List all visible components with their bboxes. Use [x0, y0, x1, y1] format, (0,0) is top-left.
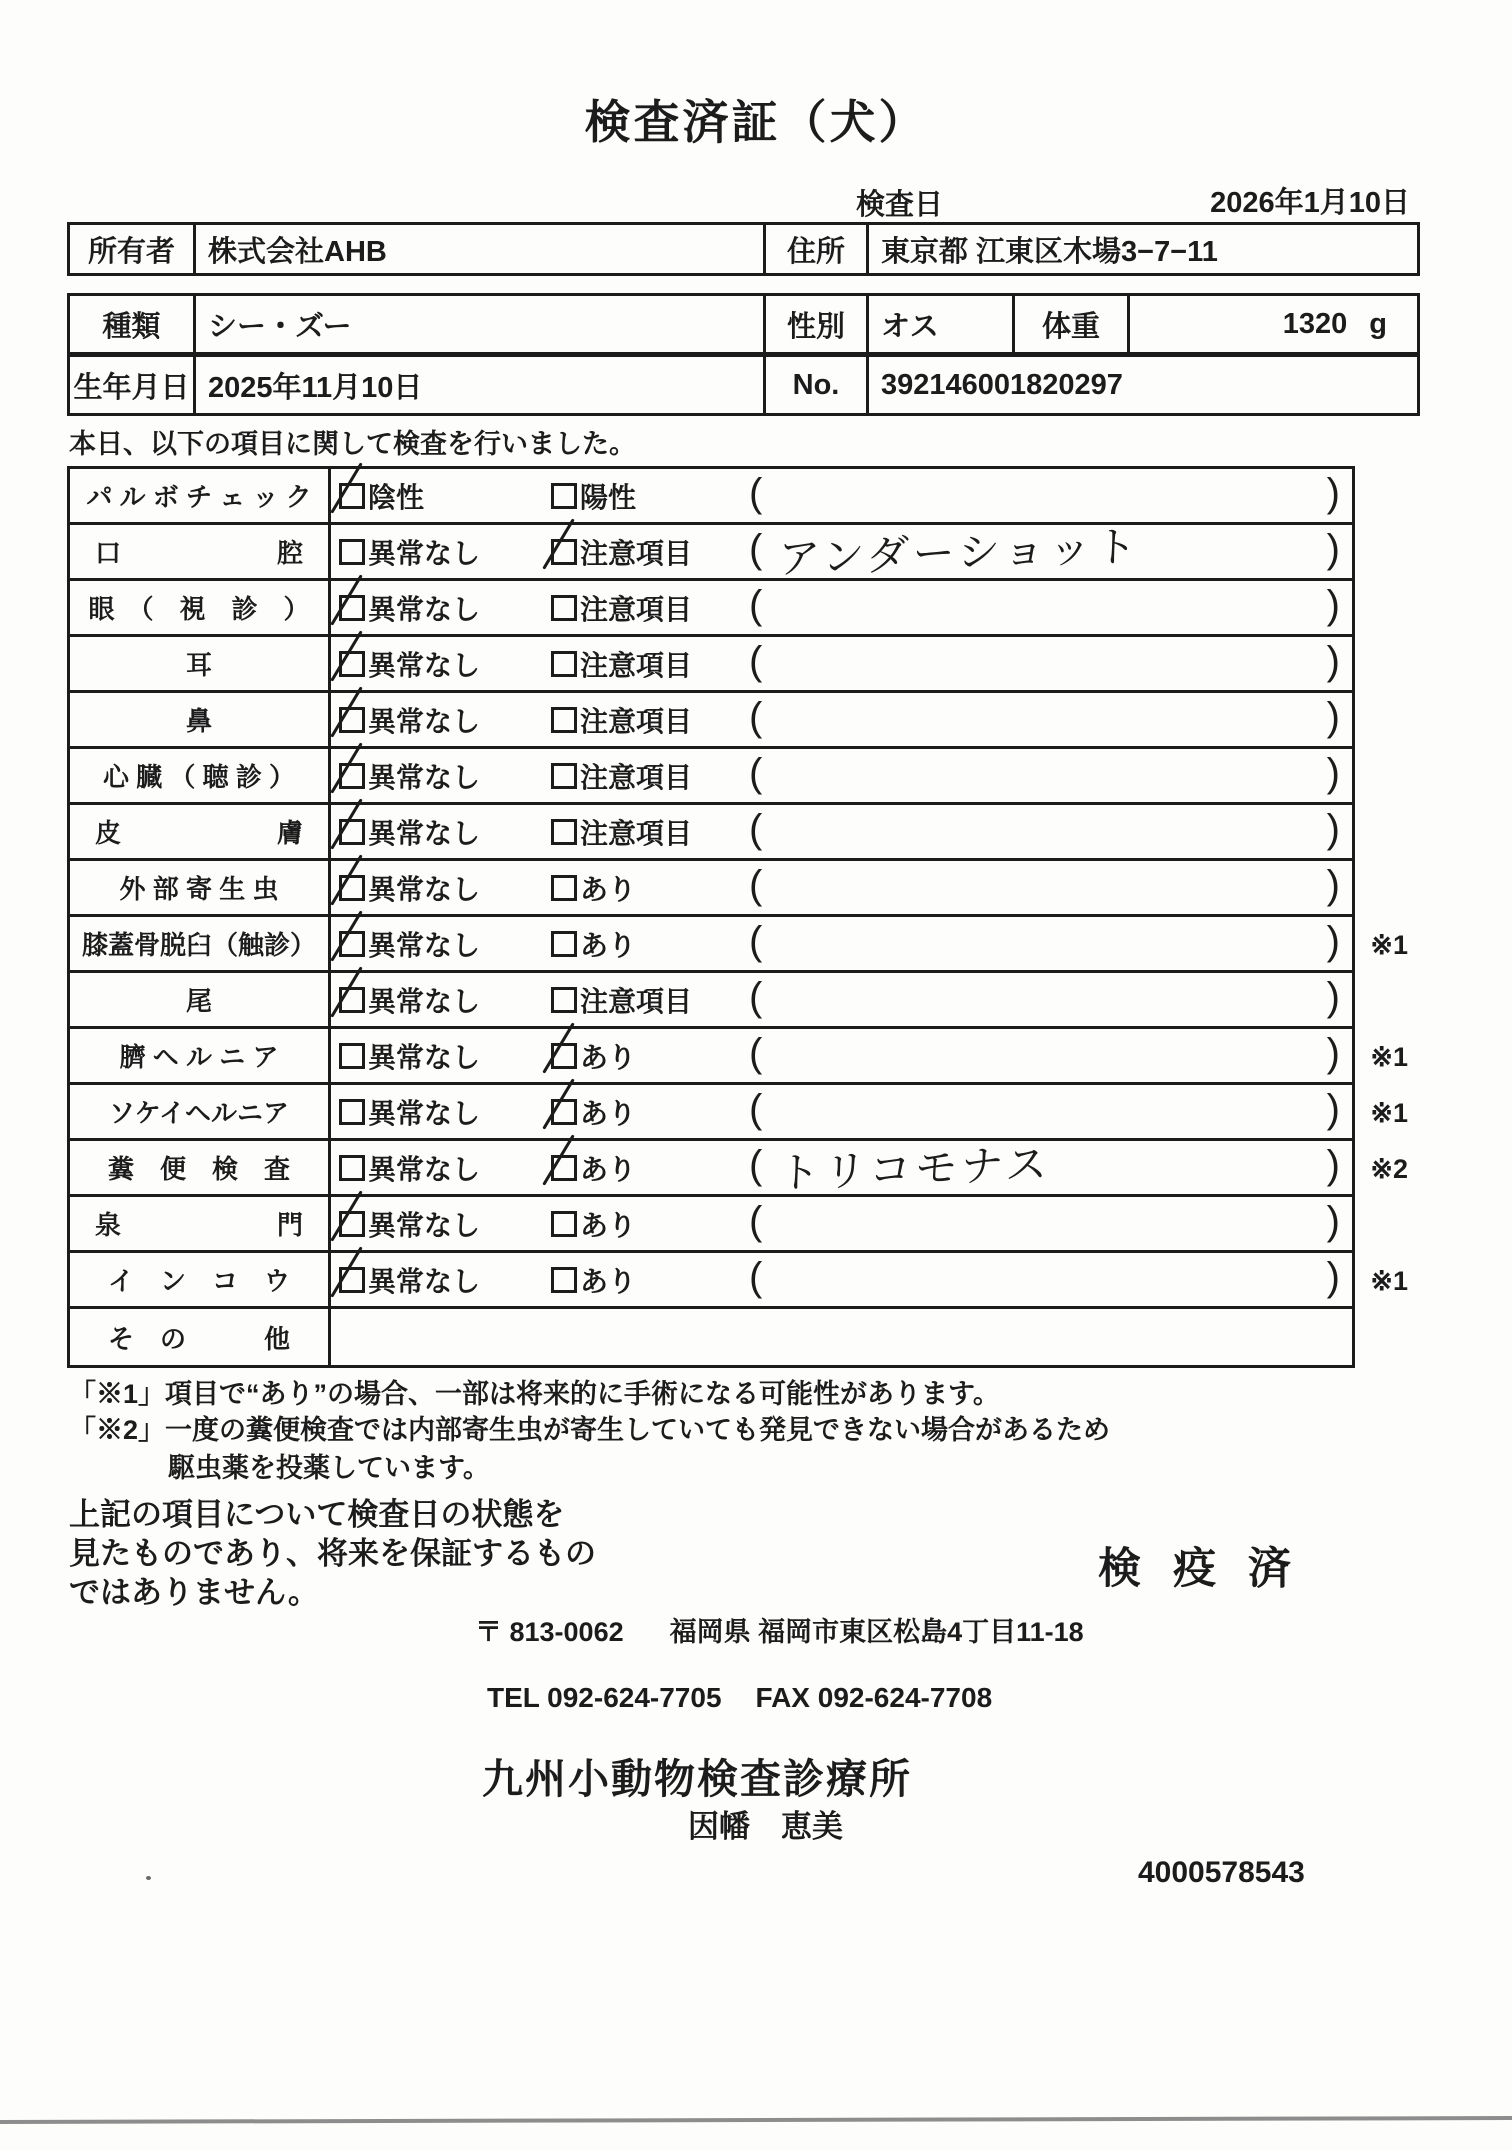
checkbox-label: 異常なし — [368, 929, 481, 961]
checkbox-label: あり — [580, 1265, 637, 1297]
inspection-row — [70, 1197, 1352, 1253]
birth-row — [70, 357, 1417, 413]
footnote-2: 「※2」一度の糞便検査では内部寄生虫が寄生していても発見できない場合があるため — [69, 1415, 1111, 1445]
item-content — [331, 1085, 1352, 1138]
quarantine-stamp: 検 疫 済 — [1098, 1545, 1301, 1593]
checkbox[interactable] — [551, 595, 577, 621]
checkbox[interactable] — [339, 539, 365, 565]
paren-close: ) — [1326, 1198, 1340, 1243]
checkbox-option — [339, 476, 551, 516]
checkbox-option — [339, 980, 551, 1020]
item-label: 臍 ヘ ル ニ ア — [70, 1029, 331, 1082]
checkbox-label: 異常なし — [368, 1097, 481, 1129]
paren-close: ) — [1326, 918, 1340, 963]
inspection-row — [70, 749, 1352, 805]
inspection-row — [70, 805, 1352, 861]
checkbox-label: 異常なし — [368, 649, 481, 681]
postal-code: 〒 813-0062 — [475, 1617, 624, 1647]
item-label: 糞 便 検 査 — [70, 1141, 331, 1194]
item-content — [331, 973, 1352, 1026]
owner-row — [70, 225, 1417, 273]
item-content — [331, 917, 1352, 970]
inspection-row — [70, 469, 1352, 525]
item-label: イ ン コ ウ — [70, 1253, 331, 1306]
disclaimer-line-1: 上記の項目について検査日の状態を — [69, 1497, 565, 1532]
checkbox-label: 注意項目 — [580, 649, 693, 681]
inspection-row — [70, 1085, 1408, 1141]
inspection-row — [70, 1139, 1408, 1197]
checkbox-label: 注意項目 — [580, 537, 693, 569]
owner-label: 所有者 — [70, 225, 196, 273]
paren-open: ( — [749, 1086, 763, 1131]
clinic-name: 九州小動物検査診療所 — [482, 1756, 912, 1802]
item-label: パ ル ボ チ ェ ッ ク — [70, 469, 331, 522]
paren-close: ) — [1326, 750, 1340, 795]
inspection-row — [70, 973, 1352, 1029]
item-content — [331, 637, 1352, 690]
checkbox-label: 陰性 — [368, 481, 425, 513]
owner-value: 株式会社AHB — [196, 225, 766, 273]
exam-date-value: 2026年1月10日 — [1210, 187, 1410, 219]
checkbox-label: 注意項目 — [580, 593, 693, 625]
paren-close: ) — [1326, 974, 1340, 1019]
clinic-postal-line — [475, 1610, 1084, 1649]
paren-open: ( — [749, 750, 763, 795]
number-value: 392146001820297 — [881, 368, 1123, 401]
checkbox[interactable] — [551, 483, 577, 509]
checkbox-option — [339, 812, 551, 852]
checkbox-option — [551, 700, 749, 740]
item-content — [331, 1029, 1352, 1082]
checkbox[interactable] — [551, 651, 577, 677]
checkbox-option — [339, 1036, 551, 1076]
checkbox-label: あり — [580, 1041, 637, 1073]
item-content — [331, 469, 1352, 522]
clinic-fax: FAX 092-624-7708 — [755, 1682, 993, 1713]
checkbox-label: 異常なし — [368, 1209, 481, 1241]
checkbox[interactable] — [551, 987, 577, 1013]
checkbox-option — [551, 924, 749, 964]
footnote-marker: ※1 — [1370, 1042, 1408, 1072]
checkbox-label: 注意項目 — [580, 985, 693, 1017]
item-content — [331, 522, 1352, 582]
checkbox-label: 異常なし — [368, 761, 481, 793]
checkbox-label: 異常なし — [368, 985, 481, 1017]
inspection-row — [70, 917, 1408, 973]
checkbox-label: あり — [580, 929, 637, 961]
checkbox-label: 注意項目 — [580, 705, 693, 737]
checkbox-option — [551, 868, 749, 908]
inspection-row — [70, 1309, 1352, 1365]
sex-value: オス — [869, 296, 1015, 352]
item-content — [331, 861, 1352, 914]
item-content — [331, 749, 1352, 802]
owner-address-label: 住所 — [766, 225, 869, 273]
item-content — [331, 1253, 1352, 1306]
checkbox-option — [339, 1092, 551, 1132]
item-label: 外 部 寄 生 虫 — [70, 861, 331, 914]
notice-text: 本日、以下の項目に関して検査を行いました。 — [69, 429, 636, 459]
paren-open: ( — [749, 694, 763, 739]
page-title: 検査済証（犬） — [584, 96, 928, 148]
paren-open: ( — [749, 582, 763, 627]
item-content — [331, 1197, 1352, 1250]
footnote-marker: ※1 — [1370, 1266, 1408, 1296]
paren-close: ) — [1326, 1086, 1340, 1131]
paren-open: ( — [749, 1198, 763, 1243]
item-content — [331, 1309, 1352, 1365]
scan-edge-line — [0, 2116, 1512, 2124]
paren-open: ( — [749, 974, 763, 1019]
paren-close: ) — [1326, 638, 1340, 683]
inspection-table — [67, 466, 1408, 1368]
item-content — [331, 1139, 1352, 1197]
paren-close: ) — [1326, 1030, 1340, 1075]
checkbox-option — [339, 1148, 551, 1188]
checkbox-option — [551, 1148, 749, 1188]
number-label: No. — [766, 357, 869, 413]
checkbox-option — [339, 644, 551, 684]
checkbox-label: 異常なし — [368, 817, 481, 849]
checkbox-option — [551, 980, 749, 1020]
paren-open: ( — [749, 470, 763, 515]
item-label: 口 腔 — [70, 525, 331, 578]
footnote-1: 「※1」項目で“あり”の場合、一部は将来的に手術になる可能性があります。 — [69, 1379, 1000, 1409]
item-content — [331, 805, 1352, 858]
paren-close: ) — [1326, 582, 1340, 627]
checkbox-label: 異常なし — [368, 873, 481, 905]
disclaimer-line-2: 見たものであり、将来を保証するもの — [69, 1536, 596, 1571]
exam-date-label: 検査日 — [856, 189, 944, 221]
item-content — [331, 693, 1352, 746]
checkbox[interactable] — [551, 1211, 577, 1237]
checkbox-label: あり — [580, 1097, 637, 1129]
paren-close: ) — [1326, 806, 1340, 851]
paren-close: ) — [1326, 470, 1340, 515]
checkbox-label: 陽性 — [580, 481, 637, 513]
checkbox[interactable] — [551, 763, 577, 789]
checkbox-option — [339, 1260, 551, 1300]
checkbox[interactable] — [339, 1043, 365, 1069]
checkbox-option — [339, 532, 551, 572]
paren-open: ( — [749, 1254, 763, 1299]
serial-number: 4000578543 — [1138, 1856, 1305, 1889]
checkbox-option — [551, 1204, 749, 1244]
examiner-name: 因幡 恵美 — [688, 1809, 843, 1844]
checkbox[interactable] — [551, 875, 577, 901]
paren-close: ) — [1326, 694, 1340, 739]
checkbox-label: あり — [580, 1153, 637, 1185]
checkbox-option — [551, 644, 749, 684]
inspection-row — [70, 861, 1352, 917]
item-label: 耳 — [70, 637, 331, 690]
species-row — [70, 296, 1417, 357]
species-value: シー・ズー — [196, 296, 766, 352]
item-label: 膝蓋骨脱臼（触診） — [70, 917, 331, 970]
clinic-tel: TEL 092-624-7705 — [487, 1682, 722, 1713]
checkbox-label: 異常なし — [368, 1041, 481, 1073]
item-content — [331, 581, 1352, 634]
checkbox-label: 注意項目 — [580, 817, 693, 849]
checkbox-label: あり — [580, 1209, 637, 1241]
paren-open: ( — [749, 1030, 763, 1075]
paren-close: ) — [1326, 1254, 1340, 1299]
weight-unit: g — [1369, 307, 1387, 340]
checkbox-option — [339, 924, 551, 964]
checkbox[interactable] — [339, 1099, 365, 1125]
owner-table — [67, 222, 1420, 276]
inspection-row — [70, 693, 1352, 749]
clinic-address: 福岡県 福岡市東区松島4丁目11-18 — [669, 1617, 1084, 1647]
inspection-row — [70, 522, 1352, 582]
paren-close: ) — [1326, 862, 1340, 907]
inspection-row — [70, 637, 1352, 693]
checkbox[interactable] — [551, 707, 577, 733]
checkbox-option — [551, 812, 749, 852]
clinic-tel-line — [487, 1682, 992, 1714]
checkbox-option — [339, 756, 551, 796]
paren-open: ( — [749, 638, 763, 683]
weight-cell — [1130, 296, 1417, 352]
birth-value: 2025年11月10日 — [196, 357, 766, 413]
birth-label: 生年月日 — [70, 357, 196, 413]
footnote-marker: ※1 — [1370, 930, 1408, 960]
weight-value: 1320 — [1282, 307, 1348, 340]
item-label: 心 臓 （ 聴 診 ） — [70, 749, 331, 802]
checkbox[interactable] — [551, 931, 577, 957]
paren-close: ) — [1326, 526, 1340, 571]
inspection-row — [70, 1253, 1408, 1309]
checkbox-option — [339, 700, 551, 740]
weight-label: 体重 — [1015, 296, 1130, 352]
checkbox-option — [551, 476, 749, 516]
inspection-row — [70, 1029, 1408, 1085]
paren-close: ) — [1326, 1142, 1340, 1187]
item-label: 眼 （ 視 診 ） — [70, 581, 331, 634]
handwritten-value: アンダーショット — [777, 522, 1142, 582]
checkbox-label: 異常なし — [368, 593, 481, 625]
checkbox[interactable] — [551, 1267, 577, 1293]
checkbox-option — [551, 532, 749, 572]
item-label: 尾 — [70, 973, 331, 1026]
checkbox-label: あり — [580, 873, 637, 905]
footnote-marker: ※1 — [1370, 1098, 1408, 1128]
checkbox-label: 異常なし — [368, 705, 481, 737]
checkbox[interactable] — [551, 819, 577, 845]
pet-info-table — [67, 293, 1420, 416]
checkbox-option — [551, 1260, 749, 1300]
checkbox-label: 異常なし — [368, 1265, 481, 1297]
paren-open: ( — [749, 526, 763, 571]
paren-open: ( — [749, 918, 763, 963]
footnote-marker: ※2 — [1370, 1154, 1408, 1184]
item-label: 皮 膚 — [70, 805, 331, 858]
checkbox-label: 注意項目 — [580, 761, 693, 793]
checkbox-option — [551, 756, 749, 796]
item-label: 鼻 — [70, 693, 331, 746]
disclaimer-line-3: ではありません。 — [69, 1575, 319, 1610]
checkbox-option — [551, 1036, 749, 1076]
checkbox-label: 異常なし — [368, 537, 481, 569]
paren-open: ( — [749, 806, 763, 851]
item-label: 泉 門 — [70, 1197, 331, 1250]
paren-open: ( — [749, 862, 763, 907]
item-label: そ の 他 — [70, 1309, 331, 1365]
checkbox-label: 異常なし — [368, 1153, 481, 1185]
sex-label: 性別 — [766, 296, 869, 352]
item-label: ソケイヘルニア — [70, 1085, 331, 1138]
inspection-row — [70, 581, 1352, 637]
footnote-3: 駆虫薬を投薬しています。 — [168, 1453, 490, 1483]
checkbox-option — [339, 868, 551, 908]
checkbox-option — [551, 588, 749, 628]
checkbox[interactable] — [339, 1155, 365, 1181]
checkbox-option — [551, 1092, 749, 1132]
checkbox-option — [339, 588, 551, 628]
species-label: 種類 — [70, 296, 196, 352]
paren-open: ( — [749, 1142, 763, 1187]
owner-address-value: 東京都 江東区木場3−7−11 — [881, 235, 1218, 268]
handwritten-value: トリコモナス — [777, 1139, 1053, 1197]
scan-speck — [146, 1876, 151, 1880]
checkbox-option — [339, 1204, 551, 1244]
